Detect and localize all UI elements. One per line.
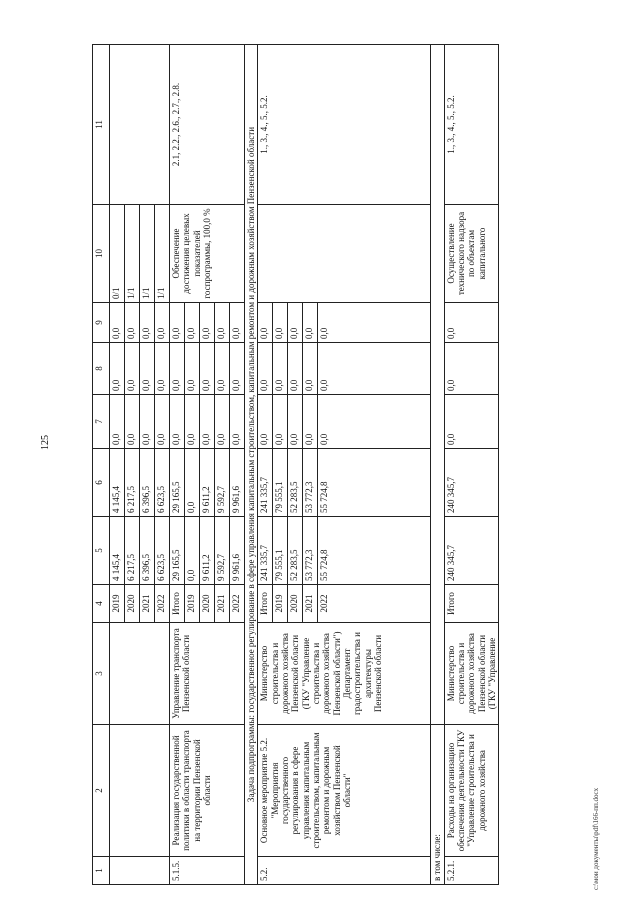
- year-cell: 2020: [288, 585, 303, 623]
- page-number: 125: [40, 435, 51, 450]
- program-table: [92, 44, 499, 885]
- value-cell: 0,0: [303, 343, 318, 395]
- value-cell: 79 555,1: [273, 449, 288, 517]
- value-cell: 0,0: [185, 449, 200, 517]
- executor: Управление транспорта Пензенской области: [170, 623, 245, 725]
- value-cell: 0,0: [288, 343, 303, 395]
- value-cell: 0,0: [185, 343, 200, 395]
- col-header-11: 11: [93, 45, 110, 205]
- value-cell: 0,0: [185, 303, 200, 343]
- file-path-footer: c:\мои документы\pdf\166-пп.docx: [592, 787, 600, 890]
- value-cell: 9 611,2: [200, 517, 215, 585]
- value-cell: 6 396,5: [140, 517, 155, 585]
- cell-empty: [110, 725, 170, 857]
- value-cell: 0,0: [318, 395, 431, 449]
- year-cell: 2022: [318, 585, 431, 623]
- executor: Министерство строительства и дорожного хозяйства Пензенской области (ГКУ "Управление: [444, 623, 499, 725]
- value-cell: 0,0: [318, 343, 431, 395]
- value-cell: 0,0: [170, 303, 185, 343]
- value-cell: 9 611,2: [200, 449, 215, 517]
- executor: Министерство строительства и дорожного хозяйства Пензенской области (ГКУ "Управление строительства и дорожного хозяйства Пензенской области") Департамент градостроительства и архитектуры Пензенской области: [258, 623, 431, 725]
- value-cell: 0,0: [125, 303, 140, 343]
- value-cell: 240 345,7: [444, 517, 499, 585]
- value-cell: 0,0: [215, 303, 230, 343]
- indicator: Обеспечение достижения целевых показателей госпрограммы, 100,0 %: [170, 205, 245, 303]
- value-cell: 0,0: [125, 395, 140, 449]
- value-cell: 6 623,5: [155, 449, 170, 517]
- value-cell: 1/1: [125, 205, 140, 303]
- link-numbers: 1., 3., 4., 5., 5.2.: [258, 45, 431, 205]
- row-number: 5.2.1.: [444, 857, 499, 885]
- value-cell: 0,0: [185, 395, 200, 449]
- value-cell: 55 724,8: [318, 449, 431, 517]
- value-cell: 9 592,7: [215, 449, 230, 517]
- value-cell: 0,0: [258, 303, 273, 343]
- table-row: [444, 45, 499, 885]
- value-cell: 0,0: [273, 303, 288, 343]
- col-header-8: 8: [93, 343, 110, 395]
- rotated-table-container: [92, 45, 562, 885]
- value-cell: 29 165,5: [170, 449, 185, 517]
- cell-empty: [110, 45, 170, 205]
- measure-name: Основное мероприятие 5.2. "Мероприятия государственного регулирования в сфере управления капитальным строительством, капитальным ремонтом и дорожным хозяйством Пензенской области": [258, 725, 431, 857]
- year-cell: 2020: [125, 585, 140, 623]
- value-cell: 0,0: [444, 303, 499, 343]
- col-header-2: 2: [93, 725, 110, 857]
- value-cell: 0,0: [230, 343, 245, 395]
- measure-name: Расходы на организацию обеспечения деятельности ГКУ "Управление строительства и дорожного хозяйства: [444, 725, 499, 857]
- value-cell: 52 283,5: [288, 517, 303, 585]
- value-cell: 6 217,5: [125, 517, 140, 585]
- value-cell: 0,0: [140, 343, 155, 395]
- value-cell: 1/1: [140, 205, 155, 303]
- value-cell: 53 772,3: [303, 449, 318, 517]
- value-cell: 241 335,7: [258, 449, 273, 517]
- year-cell: 2021: [303, 585, 318, 623]
- value-cell: 241 335,7: [258, 517, 273, 585]
- value-cell: 4 145,4: [110, 517, 125, 585]
- year-cell: Итого: [258, 585, 273, 623]
- col-header-1: 1: [93, 857, 110, 885]
- section-title: Задача подпрограммы: государственное регулирование в сфере управления капитальным строительством, капитальным ремонтом и дорожным хозяйством Пензенской области: [245, 45, 258, 885]
- value-cell: 0,0: [155, 343, 170, 395]
- cell-empty: [431, 45, 444, 725]
- value-cell: 1/1: [155, 205, 170, 303]
- value-cell: 0,0: [303, 395, 318, 449]
- value-cell: 0,0: [273, 343, 288, 395]
- value-cell: 0,0: [125, 343, 140, 395]
- measure-name: Реализация государственной политики в области транспорта на территории Пензенской области: [170, 725, 245, 857]
- table-row: [170, 45, 185, 885]
- year-cell: Итого: [170, 585, 185, 623]
- year-cell: Итого: [444, 585, 499, 623]
- col-header-3: 3: [93, 623, 110, 725]
- value-cell: 0,0: [170, 343, 185, 395]
- value-cell: 6 217,5: [125, 449, 140, 517]
- value-cell: 0,0: [155, 303, 170, 343]
- link-numbers: 1., 3., 4., 5., 5.2.: [444, 45, 499, 205]
- value-cell: 0,0: [110, 303, 125, 343]
- value-cell: 0,0: [110, 343, 125, 395]
- table-row: [431, 45, 444, 885]
- value-cell: 0,0: [288, 303, 303, 343]
- row-number: 5.1.5.: [170, 857, 245, 885]
- value-cell: 0,0: [170, 395, 185, 449]
- col-header-5: 5: [93, 517, 110, 585]
- value-cell: 0,0: [215, 343, 230, 395]
- col-header-9: 9: [93, 303, 110, 343]
- cell-empty: [110, 623, 170, 725]
- value-cell: 0,0: [155, 395, 170, 449]
- value-cell: 9 961,6: [230, 517, 245, 585]
- table-row: [110, 45, 125, 885]
- value-cell: 52 283,5: [288, 449, 303, 517]
- year-cell: 2022: [155, 585, 170, 623]
- indicator: Осуществление технического надзора по объектам капитального: [444, 205, 499, 303]
- value-cell: 0,0: [258, 395, 273, 449]
- year-cell: 2019: [110, 585, 125, 623]
- value-cell: 0,0: [230, 395, 245, 449]
- value-cell: 0,0: [200, 343, 215, 395]
- value-cell: 0,0: [185, 517, 200, 585]
- value-cell: 0,0: [215, 395, 230, 449]
- value-cell: 0,0: [110, 395, 125, 449]
- value-cell: 0,0: [303, 303, 318, 343]
- value-cell: 240 345,7: [444, 449, 499, 517]
- value-cell: 55 724,8: [318, 517, 431, 585]
- value-cell: 9 961,6: [230, 449, 245, 517]
- value-cell: 6 623,5: [155, 517, 170, 585]
- year-cell: 2021: [215, 585, 230, 623]
- value-cell: 29 165,5: [170, 517, 185, 585]
- value-cell: 0,0: [258, 343, 273, 395]
- section-row: [245, 45, 258, 885]
- value-cell: 0,0: [140, 395, 155, 449]
- year-cell: 2020: [200, 585, 215, 623]
- value-cell: 0,0: [273, 395, 288, 449]
- value-cell: 0,0: [200, 395, 215, 449]
- year-cell: 2019: [185, 585, 200, 623]
- value-cell: 0,0: [444, 395, 499, 449]
- col-header-7: 7: [93, 395, 110, 449]
- value-cell: 0,0: [288, 395, 303, 449]
- value-cell: 0,0: [444, 343, 499, 395]
- value-cell: 0/1: [110, 205, 125, 303]
- col-header-10: 10: [93, 205, 110, 303]
- value-cell: 79 555,1: [273, 517, 288, 585]
- year-cell: 2021: [140, 585, 155, 623]
- value-cell: 9 592,7: [215, 517, 230, 585]
- header-row: [93, 45, 110, 885]
- value-cell: 6 396,5: [140, 449, 155, 517]
- cell-empty: [258, 205, 431, 303]
- in-total-label: в том числе:: [431, 725, 444, 885]
- value-cell: 0,0: [200, 303, 215, 343]
- value-cell: 0,0: [140, 303, 155, 343]
- col-header-6: 6: [93, 449, 110, 517]
- row-number: 5.2.: [258, 857, 431, 885]
- value-cell: 0,0: [230, 303, 245, 343]
- value-cell: 4 145,4: [110, 449, 125, 517]
- table-row: [258, 45, 273, 885]
- cell-empty: [110, 857, 170, 885]
- value-cell: 0,0: [318, 303, 431, 343]
- year-cell: 2022: [230, 585, 245, 623]
- col-header-4: 4: [93, 585, 110, 623]
- link-numbers: 2.1, 2.2., 2.6., 2.7., 2.8.: [170, 45, 245, 205]
- year-cell: 2019: [273, 585, 288, 623]
- value-cell: 53 772,3: [303, 517, 318, 585]
